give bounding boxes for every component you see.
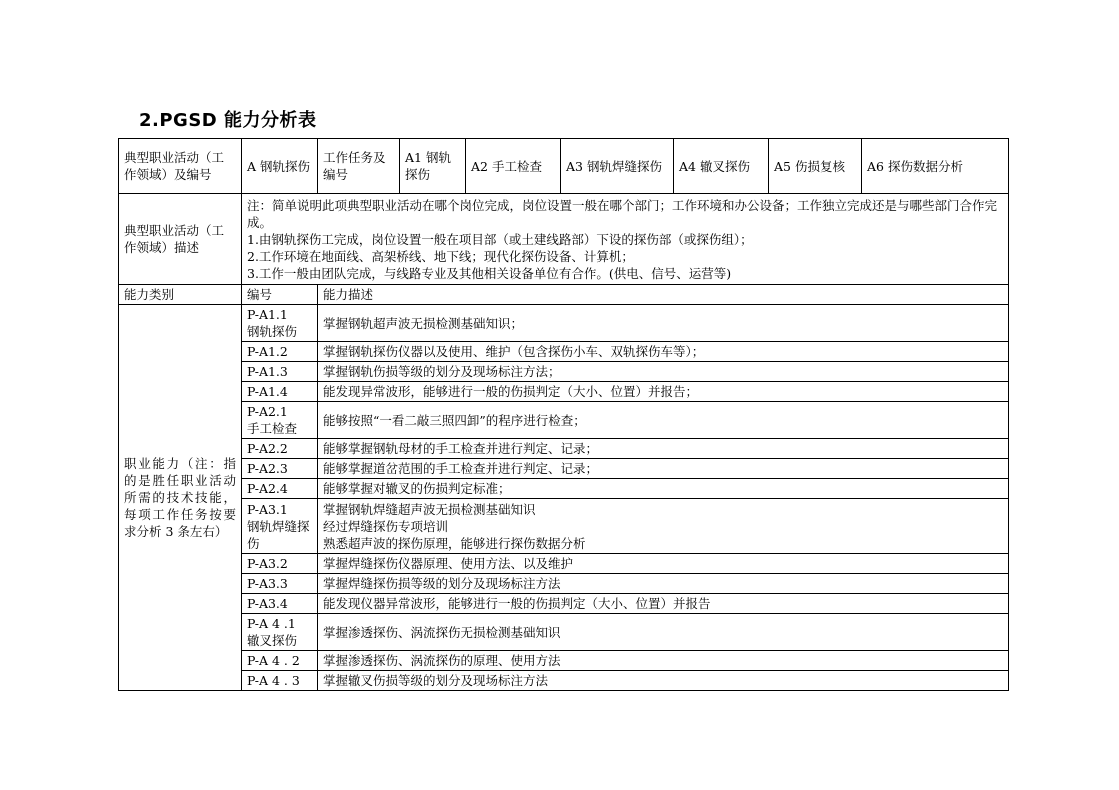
table-row (119, 554, 1009, 574)
activity-name-cell: A 钢轨探伤 (242, 139, 318, 194)
ability-code-cell (242, 439, 318, 459)
ability-code: P-A1.3 (247, 364, 288, 379)
table-row (119, 459, 1009, 479)
ability-code-cell (242, 305, 318, 342)
table-row (119, 479, 1009, 499)
ability-code-cell (242, 362, 318, 382)
ability-code: P-A 4 . 2 (247, 653, 300, 668)
ability-rows (119, 305, 1009, 691)
ability-description-cell: 掌握渗透探伤、涡流探伤的原理、使用方法 (318, 651, 1009, 671)
table-row (119, 574, 1009, 594)
ability-code: P-A3.3 (247, 576, 288, 591)
ability-code: P-A1.1 (247, 307, 288, 322)
activity-label-cell: 典型职业活动（工作领域）及编号 (119, 139, 242, 194)
ability-code-cell (242, 459, 318, 479)
table-row (119, 342, 1009, 362)
table-row (119, 499, 1009, 554)
header-row (119, 139, 1009, 194)
ability-code: P-A 4 . 3 (247, 673, 300, 688)
ability-description-cell: 掌握钢轨伤损等级的划分及现场标注方法； (318, 362, 1009, 382)
description-line: 2.工作环境在地面线、高架桥线、地下线；现代化探伤设备、计算机； (247, 249, 634, 264)
ability-task-name: 手工检查 (247, 421, 298, 436)
description-line: 1.由钢轨探伤工完成，岗位设置一般在项目部（或土建线路部）下设的探伤部（或探伤组）； (247, 232, 753, 247)
task-cell: A5 伤损复核 (769, 139, 862, 194)
description-label-cell: 典型职业活动（工作领域）描述 (119, 194, 242, 285)
table-row (119, 402, 1009, 439)
ability-description-cell: 掌握钢轨探伤仪器以及使用、维护（包含探伤小车、双轨探伤车等）； (318, 342, 1009, 362)
ability-header-row (119, 285, 1009, 305)
description-row (119, 194, 1009, 285)
table-row (119, 362, 1009, 382)
ability-code-cell (242, 402, 318, 439)
ability-description-cell: 能够按照“一看二敲三照四卸”的程序进行检查； (318, 402, 1009, 439)
ability-description-cell: 能够掌握道岔范围的手工检查并进行判定、记录； (318, 459, 1009, 479)
code-header: 编号 (242, 285, 318, 305)
table-row (119, 614, 1009, 651)
ability-code: P-A2.3 (247, 461, 288, 476)
description-note: 注：简单说明此项典型职业活动在哪个岗位完成，岗位设置一般在哪个部门；工作环境和办公设备；工作独立完成还是与哪些部门合作完成。 (247, 198, 998, 230)
table-row (119, 651, 1009, 671)
table-row (119, 671, 1009, 691)
task-cell: A1 钢轨探伤 (400, 139, 466, 194)
ability-code: P-A1.4 (247, 384, 288, 399)
ability-code-cell (242, 554, 318, 574)
ability-description-cell: 掌握焊缝探伤损等级的划分及现场标注方法 (318, 574, 1009, 594)
ability-code-cell (242, 382, 318, 402)
ability-code: P-A3.2 (247, 556, 288, 571)
table-row (119, 305, 1009, 342)
ability-code-cell (242, 342, 318, 362)
ability-task-name: 钢轨焊缝探伤 (247, 518, 310, 551)
ability-code-cell (242, 671, 318, 691)
category-header: 能力类别 (119, 285, 242, 305)
ability-code: P-A3.1 (247, 501, 288, 517)
ability-description-cell: 能发现异常波形，能够进行一般的伤损判定（大小、位置）并报告； (318, 382, 1009, 402)
task-cell: A3 钢轨焊缝探伤 (561, 139, 674, 194)
task-cell: A6 探伤数据分析 (862, 139, 1009, 194)
ability-description-cell: 掌握焊缝探伤仪器原理、使用方法、以及维护 (318, 554, 1009, 574)
table-row (119, 439, 1009, 459)
ability-description-cell: 掌握钢轨焊缝超声波无损检测基础知识 经过焊缝探伤专项培训 熟悉超声波的探伤原理，能够进行探伤数据分析 (318, 499, 1009, 554)
ability-code-cell (242, 479, 318, 499)
ability-description-cell: 能够掌握钢轨母材的手工检查并进行判定、记录； (318, 439, 1009, 459)
ability-analysis-table (118, 138, 1009, 691)
description-line: 3.工作一般由团队完成，与线路专业及其他相关设备单位有合作。(供电、信号、运营等) (247, 266, 732, 281)
ability-code: P-A 4 .1 (247, 616, 296, 631)
table-row (119, 382, 1009, 402)
ability-code-cell (242, 499, 318, 554)
ability-description-cell: 掌握钢轨超声波无损检测基础知识； (318, 305, 1009, 342)
ability-task-name: 辙叉探伤 (247, 633, 298, 648)
ability-task-name: 钢轨探伤 (247, 324, 298, 339)
ability-code: P-A2.2 (247, 441, 288, 456)
ability-code-cell (242, 594, 318, 614)
ability-code: P-A3.4 (247, 596, 288, 611)
description-content-cell (242, 194, 1009, 285)
ability-description-cell: 掌握辙叉伤损等级的划分及现场标注方法 (318, 671, 1009, 691)
task-cell: A2 手工检查 (466, 139, 561, 194)
ability-code: P-A1.2 (247, 344, 288, 359)
ability-code-cell (242, 614, 318, 651)
ability-description-cell: 掌握渗透探伤、涡流探伤无损检测基础知识 (318, 614, 1009, 651)
ability-description-cell: 能够掌握对辙叉的伤损判定标准； (318, 479, 1009, 499)
task-label-cell: 工作任务及编号 (318, 139, 400, 194)
ability-code: P-A2.4 (247, 481, 288, 496)
ability-description-cell: 能发现仪器异常波形，能够进行一般的伤损判定（大小、位置）并报告 (318, 594, 1009, 614)
ability-category-cell: 职业能力（注：指的是胜任职业活动所需的技术技能，每项工作任务按要求分析 3 条左右） (119, 305, 242, 691)
page-title: 2.PGSD 能力分析表 (139, 110, 317, 131)
table-row (119, 594, 1009, 614)
task-cell: A4 辙叉探伤 (674, 139, 769, 194)
description-header: 能力描述 (318, 285, 1009, 305)
ability-code-cell (242, 574, 318, 594)
ability-code: P-A2.1 (247, 404, 288, 419)
ability-code-cell (242, 651, 318, 671)
